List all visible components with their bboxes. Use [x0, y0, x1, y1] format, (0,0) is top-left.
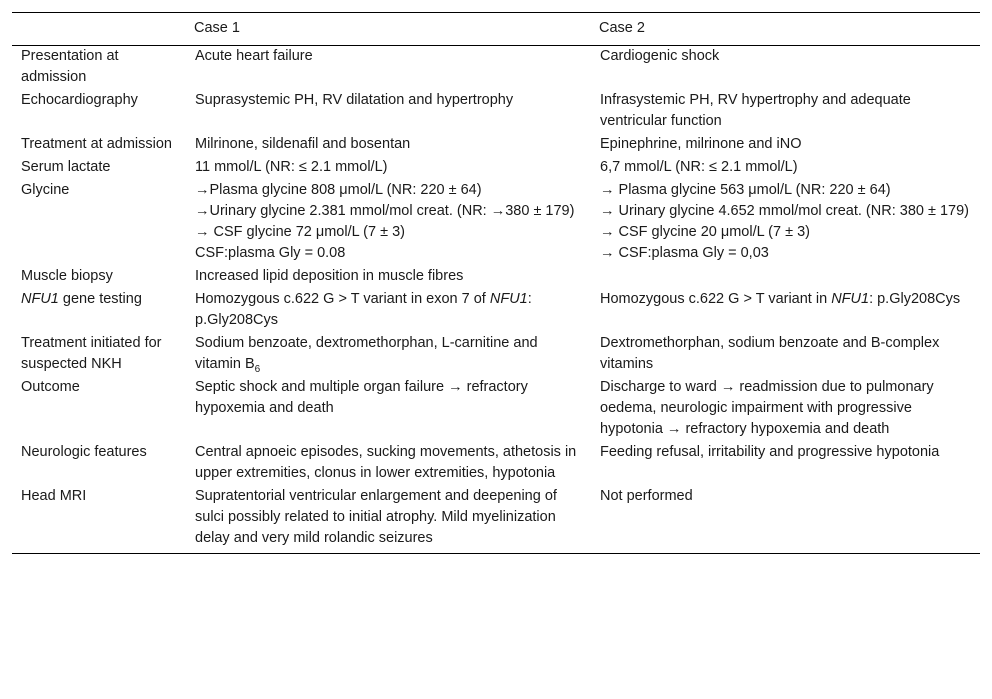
glycine-urinary-line: →Urinary glycine 2.381 mmol/mol creat. (NR: →380 ± 179): [195, 203, 575, 219]
glycine-plasma-line: → Plasma glycine 563 μmol/L (NR: 220 ± 64): [600, 182, 891, 198]
variant-protein: : p.Gly208Cys: [195, 291, 532, 328]
case-1-cell: [186, 289, 591, 333]
case-1-cell: [186, 180, 591, 266]
row-label: Presentation at admission: [21, 48, 119, 85]
row-label-rest: gene testing: [58, 291, 142, 307]
case-2-cell: Not performed: [600, 488, 693, 504]
row-neurologic-features: [12, 442, 980, 486]
case-1-cell: Suprasystemic PH, RV dilatation and hypertrophy: [195, 92, 514, 108]
variant-text: Homozygous c.622 G > T variant in: [600, 291, 832, 307]
row-outcome: [12, 377, 980, 442]
gene-name: NFU1: [21, 291, 59, 307]
gene-name: NFU1: [489, 291, 528, 307]
row-label: Muscle biopsy: [21, 268, 113, 284]
case-2-cell: [591, 289, 980, 333]
case-1-cell: Increased lipid deposition in muscle fibres: [195, 268, 464, 284]
table-header: [12, 13, 980, 46]
header-case-2: Case 2: [599, 20, 645, 36]
glycine-ratio-line: → CSF:plasma Gly = 0,03: [600, 245, 769, 261]
table-body: [12, 46, 980, 554]
case-2-cell: Dextromethorphan, sodium benzoate and B-complex vitamins: [600, 335, 940, 372]
case-1-cell: Septic shock and multiple organ failure → refractory hypoxemia and death: [195, 379, 528, 416]
case-1-cell: [186, 333, 591, 377]
row-label: [12, 289, 186, 333]
row-label: Outcome: [21, 379, 80, 395]
case-2-cell: Feeding refusal, irritability and progressive hypotonia: [600, 444, 940, 460]
case-2-cell: 6,7 mmol/L (NR: ≤ 2.1 mmol/L): [600, 159, 798, 175]
case-comparison-table: [12, 12, 980, 554]
row-treatment-nkh: [12, 333, 980, 377]
case-2-cell: Epinephrine, milrinone and iNO: [600, 136, 802, 152]
row-label: Head MRI: [21, 488, 87, 504]
row-treatment-admission: [12, 134, 980, 157]
case-2-cell: [591, 180, 980, 266]
row-head-mri: [12, 486, 980, 554]
glycine-ratio-line: CSF:plasma Gly = 0.08: [195, 245, 346, 261]
vitamin-subscript: 6: [254, 364, 261, 375]
row-glycine: [12, 180, 980, 266]
row-label: Neurologic features: [21, 444, 147, 460]
case-1-cell: Acute heart failure: [195, 48, 313, 64]
header-case-1: Case 1: [194, 20, 240, 36]
treatment-text: Sodium benzoate, dextromethorphan, L-carnitine and vitamin B: [195, 335, 538, 372]
glycine-csf-line: → CSF glycine 20 μmol/L (7 ± 3): [600, 224, 810, 240]
variant-protein: : p.Gly208Cys: [869, 291, 961, 307]
row-label: Echocardiography: [21, 92, 138, 108]
glycine-plasma-line: →Plasma glycine 808 μmol/L (NR: 220 ± 64): [195, 182, 482, 198]
case-1-cell: Supratentorial ventricular enlargement and deepening of sulci possibly related to initial atrophy. Mild myelinization delay and very mild rolandic seizures: [195, 488, 557, 546]
case-2-cell: Cardiogenic shock: [600, 48, 720, 64]
row-presentation: [12, 46, 980, 91]
row-label: Treatment initiated for suspected NKH: [21, 335, 162, 372]
row-label: Treatment at admission: [21, 136, 172, 152]
case-1-cell: Central apnoeic episodes, sucking movements, athetosis in upper extremities, clonus in lower extremities, hypotonia: [195, 444, 577, 481]
header-empty-cell: [12, 13, 186, 46]
row-serum-lactate: [12, 157, 980, 180]
case-1-cell: 11 mmol/L (NR: ≤ 2.1 mmol/L): [195, 159, 388, 175]
case-2-cell: Infrasystemic PH, RV hypertrophy and adequate ventricular function: [600, 92, 911, 129]
header-row: [12, 13, 980, 46]
row-label: Serum lactate: [21, 159, 111, 175]
gene-name: NFU1: [831, 291, 870, 307]
row-echocardiography: [12, 90, 980, 134]
row-label: Glycine: [21, 182, 70, 198]
glycine-urinary-line: → Urinary glycine 4.652 mmol/mol creat. (NR: 380 ± 179): [600, 203, 969, 219]
variant-text: Homozygous c.622 G > T variant in exon 7 of: [195, 291, 490, 307]
row-nfu1-testing: [12, 289, 980, 333]
case-2-cell: Discharge to ward → readmission due to pulmonary oedema, neurologic impairment with progressive hypotonia → refractory hypoxemia and death: [600, 379, 934, 437]
glycine-csf-line: → CSF glycine 72 μmol/L (7 ± 3): [195, 224, 405, 240]
case-1-cell: Milrinone, sildenafil and bosentan: [195, 136, 411, 152]
case-comparison-table-wrapper: [12, 12, 980, 554]
row-muscle-biopsy: [12, 266, 980, 289]
case-2-cell: [591, 266, 980, 289]
